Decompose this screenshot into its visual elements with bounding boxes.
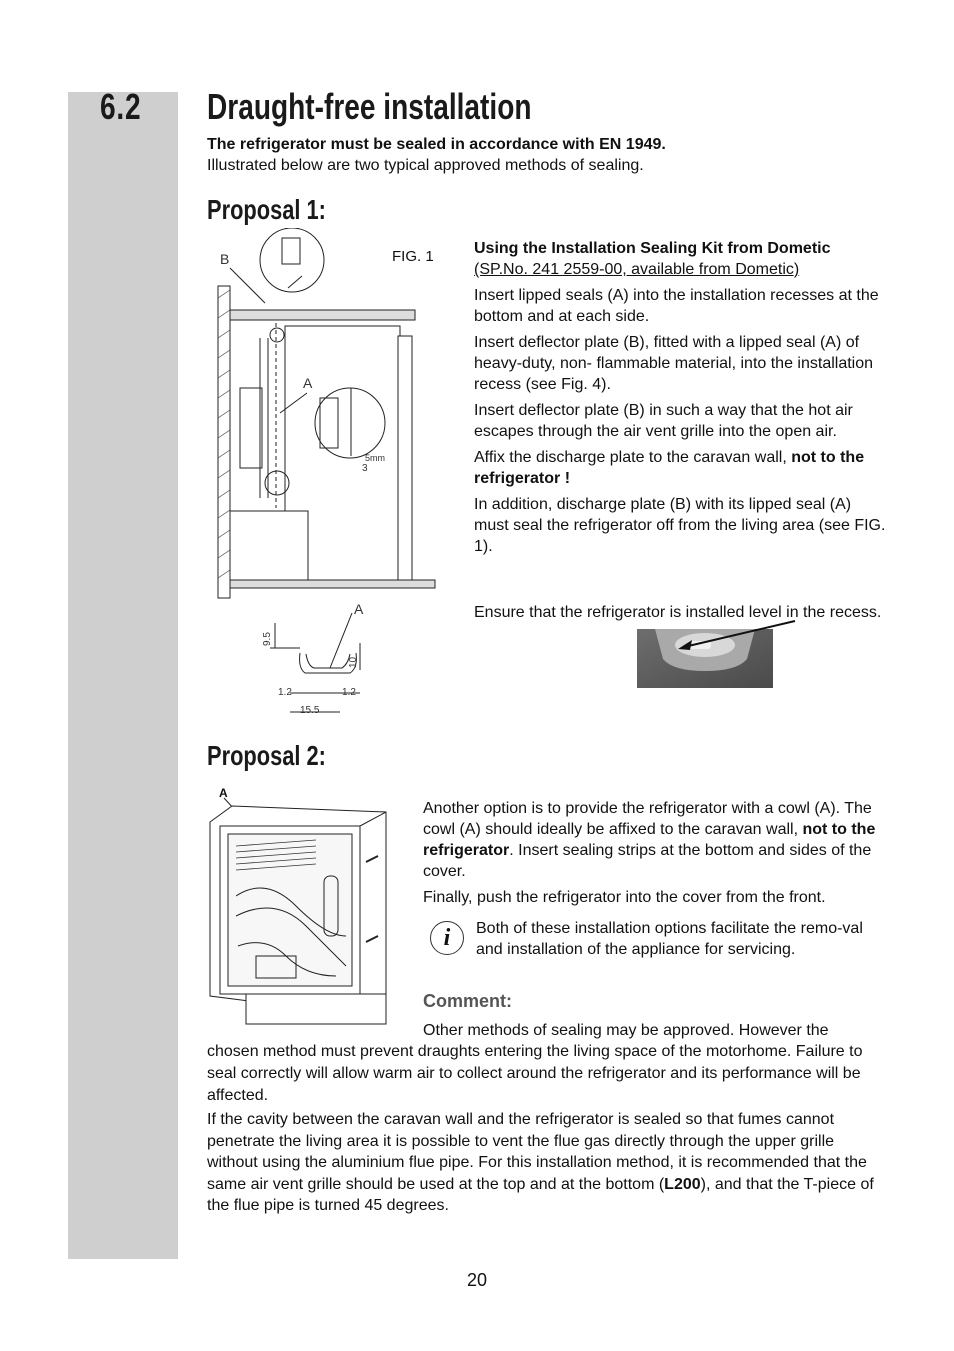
proposal-1-heading: Proposal 1:: [207, 194, 326, 225]
section-title: Draught-free installation: [207, 86, 532, 127]
label-3: 3: [362, 463, 368, 474]
p1-para3: Insert deflector plate (B) in such a way that the hot air escapes through the air vent grille into the open air.: [474, 402, 853, 440]
label-1-2b: 1.2: [342, 687, 356, 698]
label-b: B: [220, 251, 230, 267]
intro-line: Illustrated below are two typical approved methods of sealing.: [207, 157, 644, 174]
p2-para1: Another option is to provide the refrigerator with a cowl (A). The cowl (A) should ideally be affixed to the caravan wall, not to the refrigerator. Insert sealing strips at the bottom and sides of the cover.: [423, 800, 876, 880]
fig1-label: FIG. 1: [392, 248, 434, 265]
label-5mm: 5mm: [365, 453, 385, 463]
p1-para2: Insert deflector plate (B), fitted with a lipped seal (A) of heavy-duty, non- flammable material, into the installation recess (see Fig. 4).: [474, 334, 874, 393]
comment-heading: Comment:: [423, 991, 512, 1011]
info-icon: i: [430, 921, 464, 955]
info-note: Both of these installation options facilitate the remo-val and installation of the appliance for servicing.: [476, 920, 863, 958]
p2-para2: Finally, push the refrigerator into the cover from the front.: [423, 889, 826, 906]
label-10: 10: [348, 656, 359, 668]
section-sidebar-band: [68, 92, 178, 1259]
label-1-2a: 1.2: [278, 687, 292, 698]
label-9-5: 9.5: [262, 632, 273, 646]
proposal2-text: [423, 798, 878, 913]
comment-para2: If the cavity between the caravan wall and the refrigerator is sealed so that fumes cannot penetrate the living area it is possible to vent the flue gas directly through the upper grille without using the aluminium flue pipe. For this installation method, it is recommended that the same air vent grille should be used at the top and at the bottom (L200), and that the T-piece of the flue pipe is turned 45 degrees.: [207, 1111, 874, 1214]
page-number: 20: [466, 1270, 488, 1290]
p1-para1: Insert lipped seals (A) into the installation recesses at the bottom and at each side.: [474, 287, 879, 325]
fig2-label-a: A: [219, 786, 228, 800]
proposal1-text: [474, 238, 889, 562]
intro-bold-line: The refrigerator must be sealed in accordance with EN 1949.: [207, 136, 666, 153]
label-15-5: 15.5: [300, 705, 320, 716]
p1-para6: Ensure that the refrigerator is installed level in the recess.: [474, 604, 882, 621]
fig2-cowl-diagram: [206, 796, 392, 1028]
p1-para5: In addition, discharge plate (B) with its lipped seal (A) must seal the refrigerator off from the living area (see FIG. 1).: [474, 496, 886, 555]
label-a: A: [303, 375, 313, 391]
comment-rest: chosen method must prevent draughts entering the living space of the motorhome. Failure to seal correctly will allow warm air to collect around the refrigerator and its performance will be affected.: [207, 1043, 863, 1104]
kit-part: (SP.No. 241 2559-00, available from Dometic): [474, 261, 800, 278]
level-arrow: [670, 617, 800, 657]
comment-line1: Other methods of sealing may be approved. However the: [423, 1022, 829, 1039]
label-a2: A: [354, 601, 364, 617]
fig1-diagram: [210, 228, 450, 723]
p1-para4: Affix the discharge plate to the caravan wall, not to the refrigerator !: [474, 449, 865, 487]
kit-title: Using the Installation Sealing Kit from Dometic: [474, 240, 831, 257]
proposal-2-heading: Proposal 2:: [207, 740, 326, 771]
section-number: 6.2: [100, 86, 142, 127]
